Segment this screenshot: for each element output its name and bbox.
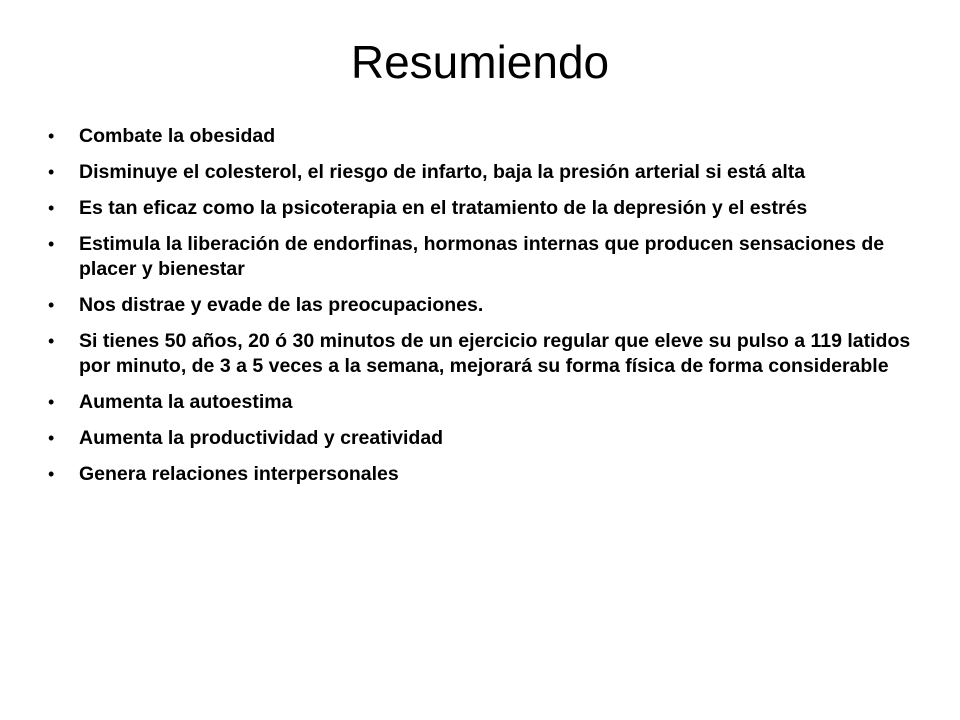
- list-item: [48, 426, 928, 451]
- list-item: [48, 462, 928, 487]
- list-item-text: Disminuye el colesterol, el riesgo de infarto, baja la presión arterial si está alta: [79, 161, 806, 183]
- list-item-text: Estimula la liberación de endorfinas, hormonas internas que producen sensaciones de placer y bienestar: [79, 233, 885, 280]
- list-item: [48, 390, 928, 415]
- list-item-text: Aumenta la productividad y creatividad: [79, 427, 444, 449]
- list-item: [48, 124, 928, 149]
- list-item: [48, 329, 928, 379]
- list-item: [48, 196, 928, 221]
- bullet-icon: •: [48, 162, 55, 182]
- list-item-text: Si tienes 50 años, 20 ó 30 minutos de un ejercicio regular que eleve su pulso a 119 latidos por minuto, de 3 a 5 veces a la semana, mejorará su forma física de forma considerable: [79, 330, 911, 377]
- bullet-icon: •: [48, 464, 55, 484]
- list-item: [48, 160, 928, 185]
- list-item: [48, 293, 928, 318]
- list-item-text: Nos distrae y evade de las preocupaciones.: [79, 294, 484, 316]
- bullet-list: [48, 124, 928, 498]
- list-item-text: Genera relaciones interpersonales: [79, 463, 399, 485]
- list-item-text: Es tan eficaz como la psicoterapia en el tratamiento de la depresión y el estrés: [79, 197, 808, 219]
- list-item: [48, 232, 928, 282]
- bullet-icon: •: [48, 295, 55, 315]
- bullet-icon: •: [48, 126, 55, 146]
- slide-title: Resumiendo: [350, 36, 610, 88]
- bullet-icon: •: [48, 428, 55, 448]
- list-item-text: Combate la obesidad: [79, 125, 276, 147]
- list-item-text: Aumenta la autoestima: [79, 391, 293, 413]
- bullet-icon: •: [48, 392, 55, 412]
- bullet-icon: •: [48, 198, 55, 218]
- bullet-icon: •: [48, 234, 55, 254]
- bullet-icon: •: [48, 331, 55, 351]
